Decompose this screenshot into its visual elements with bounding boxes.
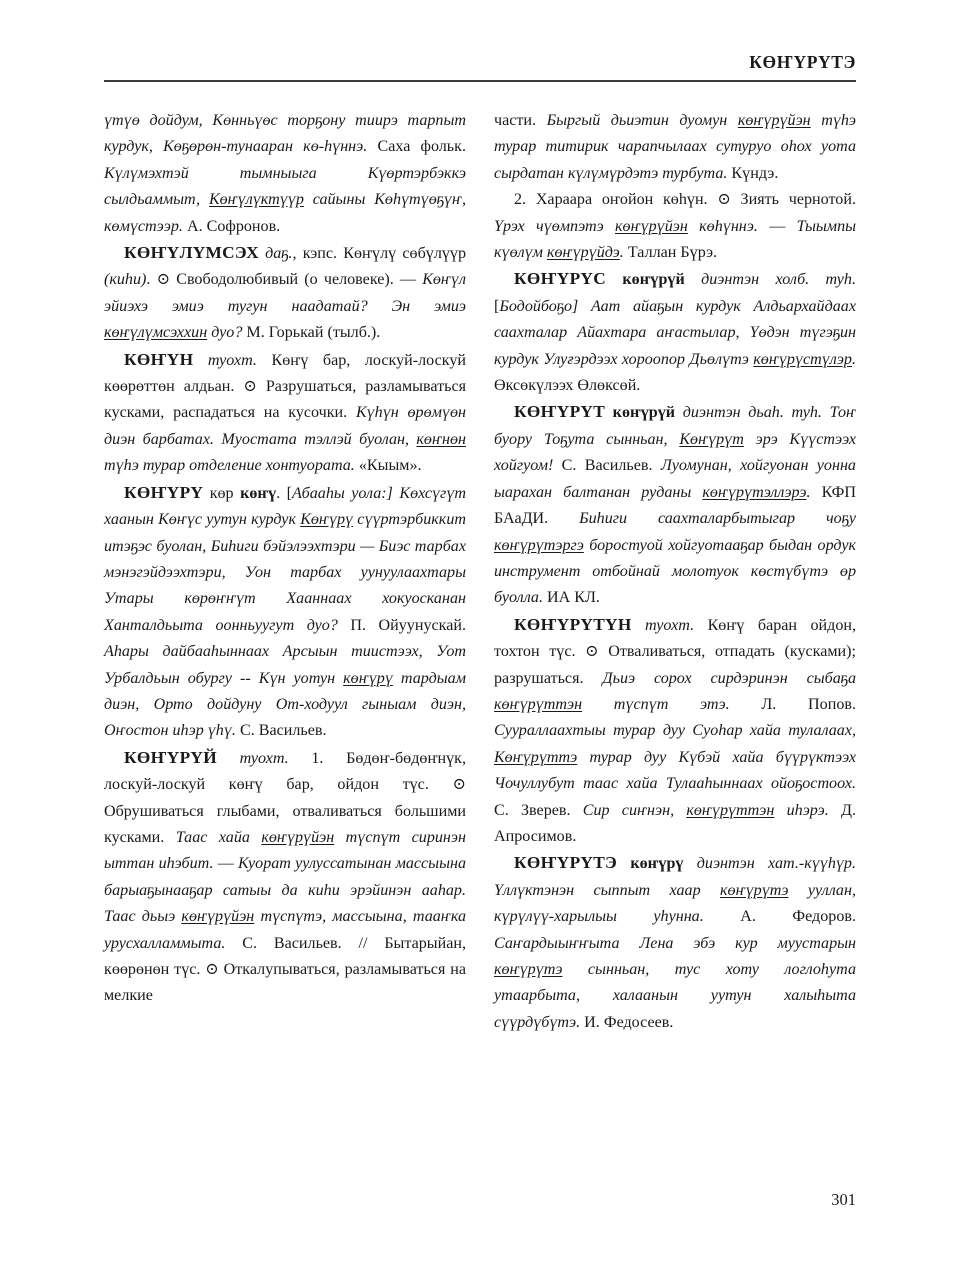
text-run-italic: Луомунан, хойгуонан уонна ыарахан балтанан руданы (494, 457, 856, 501)
header-rule (104, 80, 856, 82)
text-run-underline: көҥүрүйэн (737, 112, 811, 129)
text-run-italic: Быргый дьиэтин дуомун (546, 112, 738, 129)
text-run-headword: КӨҤҮРҮТҮН (514, 614, 632, 634)
text-run-italic: Аһары дайбааһыннаах Арсыын тиистээх, Уот Урбалдьын обургу -- Күн уотун (104, 643, 466, 687)
continued-sense-two (494, 187, 856, 266)
text-run-roman: Саха фольк. (367, 138, 466, 156)
running-head: КӨҤҮРҮТЭ (749, 52, 856, 72)
text-run-underline: Көҥүрүттэ (494, 748, 578, 766)
text-run-italic: Көхсүгүт хаанын Көҥүс уутун курдук (104, 484, 467, 529)
text-run-underline: көҥүрүтэ (494, 961, 563, 978)
text-run-roman: көр (203, 484, 241, 502)
continued-entry-paragraph (104, 108, 466, 240)
text-run-underline: көҥүрүйэн (181, 908, 255, 926)
text-run-underline: көҥүрүтэ (720, 881, 789, 899)
left-column (104, 108, 466, 1178)
text-run-roman: Көҥү баран ойдон, тохтон түс. ⊙ Отваливаться, отпадать (кусками); разрушаться. (494, 616, 857, 687)
text-run-italic: . (619, 244, 624, 262)
text-run-headword: КӨҤҮРҮЙ (124, 747, 217, 767)
text-run-italic: диэнтэн дьаһ. туһ. (675, 404, 822, 422)
text-run-roman: «Кыым». (354, 457, 422, 475)
text-run-italic: тардыам диэн, Орто дойдуну От-ходуул гыныам диэн, Оҥостон иһэр үһү. (104, 669, 466, 740)
text-run-roman: — (213, 855, 239, 873)
text-run-headword: КӨҤҮРҮТЭ (514, 853, 618, 873)
text-run-italic: дуо? (207, 324, 243, 342)
text-run-italic: Биһиги саахталарбытыгар чоҕу (579, 510, 856, 528)
text-run-roman: М. Горькай (тылб.). (242, 324, 381, 342)
text-run-italic: Тыымпы күөлүм (494, 217, 857, 262)
text-run-italic: эрэ Күүстээх хойгуом! (494, 430, 856, 475)
text-run-roman: . [ (276, 484, 293, 502)
text-run-italic: Дьиэ сорох сирдэринэн сыбаҕа (602, 669, 856, 687)
text-run-italic: сынньан, тус хоту логлоһута утаарбыта, халаанын уутун халыһыта сүүрдүбүтэ. (494, 961, 856, 1031)
text-run-underline: көҥүрүйэн (615, 217, 688, 235)
entry-konuruj (104, 745, 466, 1010)
text-run-roman: Өксөкүлээх Өлөксөй. (494, 377, 641, 395)
text-run-roman: Таллан Бүрэ. (623, 244, 718, 262)
text-run-italic: боростуой хойгуотааҕар быдан ордук инструмент отбойнай молотуок көстүбүтэ өр буолла. (494, 536, 856, 607)
text-run-bold: көҥүрү (617, 855, 684, 873)
text-run-underline: көҥүлүмсэххин (104, 324, 208, 342)
text-run-headword: КӨҤҮЛҮМСЭХ (124, 243, 259, 263)
text-run-roman: [ (494, 297, 500, 315)
text-run-roman: 1. Бөдөҥ-бөдөҥнүк, лоскуй-лоскуй көҥү бар, ойдон түс. ⊙ Обрушиваться глыбами, отваливаться большими кусками. (104, 749, 466, 846)
text-run-italic: ууллан, күрүлүү-харылыы уһунна. (494, 881, 856, 926)
text-run-italic: Куорат уулуссатынан массыына барыаҕынааҕар сатыы да киһи эрэйинэн ааһар. Таас дьыэ (104, 855, 466, 926)
text-run-headword: КӨҤҮРҮТ (514, 402, 606, 422)
text-run-underline: көҥүрүйэн (261, 828, 335, 846)
text-run-bold: көҥүрүй (605, 404, 676, 422)
entry-konurutun (494, 612, 856, 851)
text-run-roman: П. Ойуунускай. (337, 616, 466, 634)
text-run-italic: Күһүн өрөмүөн диэн барбатах. Муостата тэллэй буолан, (104, 404, 466, 448)
text-run-underline: көҥүрүтэргэ (494, 536, 584, 554)
text-columns (104, 108, 856, 1178)
text-run-roman: кэпс. Көҥүлү сөбүлүүр (302, 245, 467, 263)
text-run-underline: көҥүрү (343, 669, 393, 687)
text-run-italic: түһэ турар отделение хонтуората. (104, 457, 355, 475)
text-run-roman: — (757, 217, 797, 235)
text-run-italic: Саҥардыыҥҥыта Лена эбэ кур муустарын (494, 934, 856, 952)
text-run-underline: Көҥүлүктүүр (208, 191, 304, 209)
text-run-italic: түһэ турар титирик чарапчылаах сутуруо оһох уота сырдатан күлүмүрдэтэ турбута. (494, 112, 857, 182)
text-run-roman: ИА КЛ. (542, 589, 600, 607)
text-run-italic: түспүт сиринэн ыттан иһэбит. (104, 828, 466, 873)
text-run-roman: И. Федосеев. (580, 1013, 674, 1031)
text-run-underline: көҥүрүстүлэр (753, 350, 852, 368)
text-run-italic: турар дуу Күбэй хайа бүүрүктээх Чочуллубут таас хайа Тулааһыннаах ойоҕостоох. (494, 748, 856, 793)
text-run-roman: Л. Попов. (729, 695, 857, 713)
text-run-underline: көҥүрүттэн (494, 695, 583, 713)
text-run-italic: иһэрэ. (774, 801, 829, 819)
text-run-underline: көҥүрүйдэ (546, 244, 620, 262)
text-run-italic: . (806, 483, 811, 501)
text-run-roman: части. (494, 112, 547, 129)
right-column (494, 108, 856, 1178)
entry-konurus (494, 266, 856, 399)
text-run-roman: С. Васильев. (235, 722, 327, 740)
text-run-italic: сүүртэрбиккит итэҕэс буолан, Биһиги бэйэлээхтэри — Биэс тарбах мэнэгэйдээхтэри, Уон тарбах уунуулаахтары Утары көрөҥҥүт Хааннаах хокуосканан Ханталдьыта оонньуугут дуо? (104, 511, 467, 634)
entry-konun (104, 347, 466, 480)
text-run-italic: туохт. (193, 351, 257, 369)
text-run-italic: Бодойбоҕо] (499, 297, 579, 315)
continued-entry-paragraph-right (494, 108, 856, 187)
text-run-roman: С. Васильев. // Бытарыйан, көөрөнөн түс. ⊙ Откалупываться, разламываться на мелкие (104, 934, 466, 1005)
text-run-roman: С. Зверев. (494, 801, 583, 819)
text-run-italic: сайыны Көһүтүөҕүҥ, көмүстээр. (104, 191, 466, 235)
text-run-italic: туохт. (216, 749, 289, 767)
text-run-underline: Көҥүрүт (679, 430, 744, 448)
entry-konuru (104, 480, 466, 745)
text-run-italic: (киһи) (104, 271, 147, 289)
text-run-roman: 2. Хараара оҥойон көһүн. ⊙ Зиять чернотой. (514, 191, 856, 209)
text-run-underline: көҥүрүтэллэрэ (702, 483, 807, 501)
text-run-underline: көҥүрүттэн (686, 801, 775, 819)
text-run-italic: даҕ., (258, 245, 303, 263)
text-run-italic: көһүннэ. (687, 217, 758, 235)
text-run-headword: КӨҤҮРҮ (124, 482, 204, 502)
text-run-underline: Көҥүрү (300, 511, 354, 529)
text-run-italic: Үллүктэнэн сыппыт хаар (494, 881, 721, 899)
text-run-bold: көҥү (240, 484, 277, 502)
entry-konurute (494, 850, 856, 1036)
text-run-roman: Күндэ. (727, 164, 779, 182)
text-run-italic: туохт. (631, 616, 695, 634)
text-run-headword: КӨҤҮН (124, 349, 194, 369)
text-run-italic: диэнтэн холб. туһ. (684, 271, 856, 289)
text-run-italic: Таас хайа (175, 828, 262, 846)
text-run-italic: Абааһы уола:] (292, 484, 393, 502)
text-run-italic: . (851, 350, 856, 368)
text-run-roman: А. Федоров. (703, 908, 856, 926)
page-number: 301 (831, 1190, 856, 1209)
text-run-bold: көҥүрүй (606, 271, 685, 289)
text-run-roman: КФП БАаДИ. (494, 483, 856, 528)
text-run-italic: түспүтэ, массыына, тааҥка урусхалламмыта. (104, 908, 466, 952)
text-run-roman: . ⊙ Свободолюбивый (о человеке). — (146, 271, 423, 289)
text-run-italic: Күлүмэхтэй тымныыга Күөртэрбэккэ сылдьаммыт, (104, 164, 466, 209)
text-run-roman: Көҥү бар, лоскуй-лоскуй көөрөттөн алдьан. ⊙ Разрушаться, разламываться кусками, распадаться на кусочки. (104, 351, 466, 422)
text-run-italic: Үрэх чүөмпэтэ (494, 217, 615, 235)
text-run-roman: С. Васильев. (553, 457, 661, 475)
text-run-italic: Аат айаҕын курдук Алдьархайдаах саахталар Айахтара аҥастылар, Үөдэн түгэҕин курдук Улуғэрдээх хороопор Дьөлүтэ (494, 297, 856, 368)
text-run-italic: диэнтэн хат.-күүһүр. (683, 855, 857, 873)
entry-konulumseh (104, 240, 466, 347)
text-run-italic: Суураллаахтыы турар дуу Суоһар хайа тулалаах, (494, 722, 856, 740)
text-run-italic: Көҥүл эйиэхэ эмиэ тугун наадатай? Эн эмиэ (104, 271, 466, 315)
text-run-roman: Д. Апросимов. (494, 801, 856, 845)
text-run-italic: Тоҥ буору Тоҕута сынньан, (494, 404, 857, 448)
text-run-roman: А. Софронов. (182, 217, 281, 235)
text-run-italic: түспүт этэ. (582, 695, 730, 713)
entry-konurut (494, 399, 856, 611)
text-run-italic: үтүө дойдум, Көнньүөс торҕону тиирэ тарпыт курдук, Көҕөрөн-тунааран кө-һүннэ. (104, 112, 466, 156)
text-run-headword: КӨҤҮРҮС (514, 269, 606, 289)
text-run-italic: Сир сиҥнэн, (582, 801, 687, 819)
text-run-underline: көҥнөн (416, 430, 466, 448)
